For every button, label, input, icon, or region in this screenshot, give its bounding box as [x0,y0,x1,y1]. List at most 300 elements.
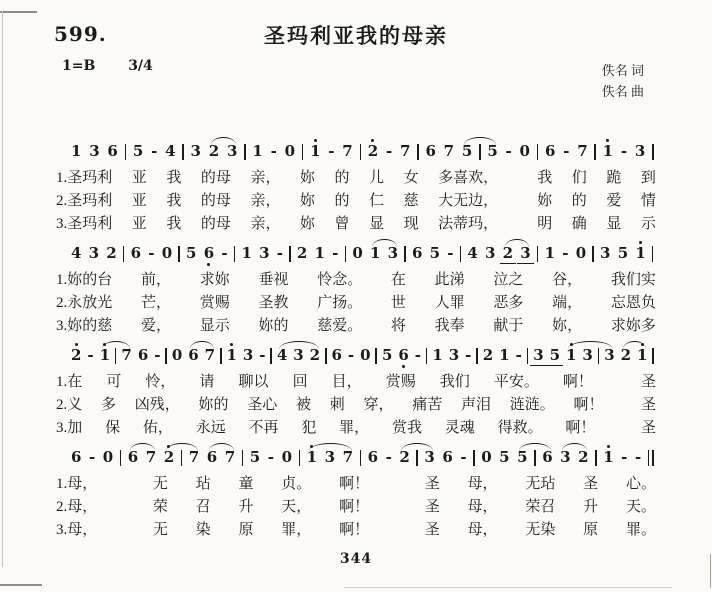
eighth-note-underline [547,365,563,366]
note-token: 7 [224,448,236,466]
duration-dash: - [221,244,228,262]
lyric-word: 慈 [403,193,419,209]
duration-dash: - [634,448,642,466]
note-token: 5 [487,142,498,160]
lyric-word: 慈爱。 [317,318,363,334]
lyric-word: 示 [640,216,656,232]
lyric-word: 母， [467,522,498,538]
note-token: 1 [432,346,443,364]
note-token: 5 [186,244,197,262]
lyric-word: 儿 [369,170,385,186]
scan-mark-top-left [0,11,37,13]
lyric-word: 无 [152,522,168,538]
lyric-word: 恶多 [493,295,524,311]
lyric-word: 母， [467,476,498,492]
duration-dash: - [270,142,277,160]
lyric-word: 升 [238,499,254,515]
scan-edge-bottom-right [710,554,711,588]
note-token: 1 [565,340,577,369]
barline [476,348,478,364]
note-token: 3 [387,244,399,262]
song-title: 圣玛利亚我的母亲 [264,25,448,48]
header-meta [54,58,658,118]
barline [125,144,127,160]
rest-token: 0 [481,448,492,466]
lyric-word: 献于 [493,318,524,334]
lyric-word: 世 [390,295,406,311]
lyric-word: 妳 [537,193,553,209]
eighth-note-underline [517,263,533,264]
note-token: 3 [634,142,646,160]
note-token: 1 [602,442,614,471]
lyric-word: 罪， [339,420,370,436]
note-token: 3 [604,346,615,364]
note-token: 3 [226,142,238,160]
barline [270,348,272,364]
lyric-word: 3.母， [56,522,98,538]
note-token: 6 [397,340,409,369]
lyrics-line-v3 [56,315,656,338]
lyric-word: 痛苦 [412,397,443,413]
duration-dash: - [148,244,155,262]
barline [289,246,291,262]
lyric-word: 玷 [195,476,211,492]
note-token: 7 [342,448,353,466]
rest-token: 0 [161,244,173,262]
barline [652,246,654,262]
lyric-word: 1.妳的台 [56,272,113,288]
lyric-word: 啊！ [339,476,370,492]
note-token: 5 [617,244,629,262]
lyric-word: 跪 [606,170,622,186]
music-systems [54,136,658,542]
lyric-word: 赏赐 [199,295,230,311]
lyric-word: 到 [640,170,656,186]
lyric-word: 芒， [140,295,171,311]
lyric-word: 荣召 [525,499,556,515]
duration-dash: - [328,142,335,160]
barline [299,450,301,466]
lyric-word: 的母 [200,170,231,186]
note-token: 3 [89,142,100,160]
note-token: 6 [127,448,139,466]
duration-dash: - [347,346,355,364]
lyric-word: 我 [166,216,182,232]
barline [123,246,125,262]
lyric-word: 妳的 [198,397,229,413]
lyric-word: 妳 [299,170,315,186]
barline [652,348,654,364]
duration-dash: - [385,142,393,160]
lyric-word: 贞。 [281,476,312,492]
lyric-word: 显示 [199,318,230,334]
lyric-word: 女 [403,170,419,186]
lyric-word: 的母 [200,193,231,209]
barline [537,144,539,160]
note-token: 7 [577,142,588,160]
lyric-word: 母， [467,499,498,515]
note-token: 3 [600,244,611,262]
tie-arc [519,443,551,451]
lyric-word: 无染 [525,522,556,538]
note-token: 2 [208,142,220,160]
note-token: 3 [259,244,270,262]
lyric-word: 1.母， [56,476,98,492]
lyric-word: 童 [238,476,254,492]
barline [595,450,597,466]
note-token: 2 [482,346,494,364]
note-token: 6 [331,346,342,364]
tie-arc [505,239,529,247]
lyric-word: 天。 [625,499,656,515]
note-token: 3 [242,346,254,364]
note-token: 2 [106,244,117,262]
lyric-word: 的 [334,193,350,209]
note-token: 4 [467,244,478,262]
lyricist-credit: 佚名 词 [601,63,644,78]
note-token: 7 [121,346,132,364]
duration-dash: - [414,346,421,364]
octave-dot-above [607,445,610,448]
lyrics-line-v2 [56,496,656,519]
barline [242,450,244,466]
note-token: 6 [544,142,556,160]
lyric-word: 妳的 [258,318,289,334]
lyric-word: 涟涟。 [509,397,555,413]
note-token: 6 [137,346,149,364]
lyric-word: 亚 [131,170,147,186]
tie-arc [130,443,155,451]
lyric-word: 妳 [299,193,315,209]
lyric-word: 亚 [131,216,147,232]
lyric-word: 怜， [145,374,176,390]
barline [115,348,117,364]
note-token: 6 [542,448,553,466]
lyric-word: 荣 [152,499,168,515]
rest-token: 0 [102,448,114,466]
lyric-word: 圣 [640,397,656,413]
note-token: 5 [517,448,528,466]
tie-arc [190,341,214,349]
lyric-word: 圣教 [258,295,289,311]
note-token: 3 [519,238,531,267]
note-token: 4 [71,244,82,262]
note-token: 1 [99,340,111,369]
lyric-word: 赏赐 [385,374,416,390]
lyric-word: 3.加 [56,420,83,436]
note-token: 6 [206,448,218,466]
lyric-word: 忘恩负 [610,295,656,311]
music-system [54,340,658,440]
scan-edge-left [2,11,3,567]
lyric-word: 将 [390,318,406,334]
lyric-word: 曾 [334,216,350,232]
note-token: 2 [502,238,514,267]
rest-token: 0 [281,448,292,466]
tie-arc [401,443,433,451]
notation-line [70,238,654,267]
duration-dash: - [276,244,283,262]
lyric-word: 无玷 [525,476,556,492]
rest-token: 0 [284,142,296,160]
lyric-word: 穿， [363,397,394,413]
lyric-word: 啊！ [565,420,596,436]
barline [527,348,529,364]
lyric-word: 回 [292,374,308,390]
lyric-word: 爱 [606,193,622,209]
note-token: 1 [306,442,318,471]
notation-line [70,340,654,369]
lyric-word: 心。 [625,476,656,492]
barline [360,144,362,160]
lyric-word: 圣心 [247,397,278,413]
note-token: 7 [145,448,157,466]
note-token: 4 [276,346,288,364]
lyric-word: 爱， [140,318,171,334]
duration-dash: - [154,346,161,364]
note-token: 2 [70,340,82,369]
music-system [54,442,658,542]
note-token: 1 [309,136,321,165]
barline [181,450,183,466]
barline [325,348,327,364]
composer-credit: 佚名 曲 [601,84,644,99]
key-time-signature [54,58,658,74]
tie-arc [562,443,587,451]
rest-token: 0 [575,244,587,262]
barline [234,246,236,262]
lyric-word: 现 [403,216,419,232]
barline [534,450,536,466]
tie-arc [209,443,234,451]
duration-dash: - [332,244,339,262]
lyrics-line-v3 [56,213,656,236]
note-token: 5 [132,142,144,160]
key-signature: 1=B [62,58,96,74]
barline [302,144,304,160]
lyric-word: 我 [166,193,182,209]
lyric-word: 多 [101,397,117,413]
lyric-word: 妳 [299,216,315,232]
lyric-word: 亲， [250,193,281,209]
duration-dash: - [562,244,569,262]
barline [120,450,122,466]
note-token: 7 [399,142,411,160]
lyric-word: 平安。 [493,374,539,390]
eighth-note-underline [500,263,516,264]
time-signature: 3/4 [128,58,153,74]
note-token: 6 [203,238,215,267]
lyric-word: 声泪 [461,397,492,413]
lyrics-line-v1 [56,167,656,190]
note-token: 1 [71,142,82,160]
barline [345,246,347,262]
note-token: 3 [582,346,593,364]
barline [220,348,222,364]
note-token: 7 [342,142,353,160]
page-number: 344 [339,551,373,567]
barline [375,348,377,364]
barline [473,450,475,466]
note-token: 2 [296,244,308,262]
lyric-word: 1.在 [56,374,83,390]
lyric-word: 圣 [640,374,656,390]
duration-dash: - [515,346,522,364]
lyric-word: 泣之 [493,272,524,288]
barline [592,246,594,262]
tie-arc [623,341,646,349]
octave-dot-below [207,263,210,266]
note-token: 3 [190,142,201,160]
lyric-word: 犯 [301,420,317,436]
lyric-word: 圣 [583,476,599,492]
note-token: 1 [499,346,510,364]
lyric-word: 请 [199,374,215,390]
lyric-word: 聊以 [238,374,269,390]
note-token: 1 [241,244,252,262]
note-token: 6 [425,142,436,160]
barline [426,348,428,364]
rest-token: 0 [171,346,183,364]
lyric-word: 我 [537,170,553,186]
tie-arc [279,341,319,349]
duration-dash: - [447,244,454,262]
lyric-word: 保 [105,420,121,436]
note-token: 5 [249,448,261,466]
note-token: 6 [188,346,199,364]
lyrics-line-v2 [56,292,656,315]
lyrics-line-v3 [56,417,656,440]
barline [416,450,418,466]
duration-dash: - [563,142,570,160]
octave-dot-above [314,139,317,142]
note-token: 1 [634,238,646,267]
lyric-word: 2.母， [56,499,98,515]
note-token: 5 [429,244,441,262]
lyric-word: 赏我 [391,420,422,436]
note-token: 1 [636,340,648,369]
lyric-word: 目， [331,374,362,390]
rest-token: 0 [519,142,530,160]
lyric-word: 原 [238,522,254,538]
lyric-word: 在 [390,272,406,288]
rest-token: 0 [352,244,363,262]
scan-edge-bottom [344,587,672,588]
tie-arc [464,137,496,145]
lyric-word: 多喜欢， [438,170,499,186]
note-token: 6 [71,448,82,466]
lyric-word: 刺 [329,397,345,413]
lyric-word: 亚 [131,193,147,209]
lyric-word: 天， [281,499,312,515]
tie-arc [372,239,397,247]
lyric-word: 求妳 [199,272,230,288]
duration-dash: - [621,448,628,466]
final-barline [648,450,654,466]
barline [460,246,462,262]
lyric-word: 法蒂玛， [438,216,499,232]
lyric-word: 罪。 [625,522,656,538]
lyric-word: 大无边， [438,193,499,209]
lyric-word: 我奉 [434,318,465,334]
duration-dash: - [151,142,158,160]
note-token: 3 [88,244,100,262]
note-token: 6 [107,142,118,160]
lyric-word: 啊！ [339,499,370,515]
note-token: 3 [448,346,460,364]
lyrics-line-v2 [56,394,656,417]
lyric-word: 亲， [250,216,281,232]
tie-arc [211,137,236,145]
lyric-word: 我 [166,170,182,186]
duration-dash: - [88,448,96,466]
lyric-word: 染 [195,522,211,538]
barline [244,144,246,160]
barline [479,144,481,160]
lyric-word: 佑， [142,420,173,436]
lyric-word: 2.义 [56,397,83,413]
barline [417,144,419,160]
lyric-word: 前， [140,272,171,288]
tie-arc [166,443,198,451]
octave-dot-above [230,343,233,346]
note-token: 1 [544,244,556,262]
lyric-word: 无 [152,476,168,492]
note-token: 2 [367,136,379,165]
barline [537,246,539,262]
duration-dash: - [465,346,472,364]
notation-line [70,442,654,471]
lyric-word: 2.永放光 [56,295,113,311]
lyric-word: 啊！ [562,374,593,390]
song-number: 599. [54,22,107,46]
header [54,22,658,58]
lyric-word: 显 [369,216,385,232]
lyric-word: 3.圣玛利 [56,216,113,232]
note-token: 4 [165,142,176,160]
note-token: 3 [293,346,304,364]
note-token: 2 [578,448,589,466]
lyric-word: 不再 [248,420,279,436]
note-token: 2 [309,346,321,364]
music-system [54,238,658,338]
note-token: 3 [532,340,544,369]
tie-arc [102,341,130,349]
lyric-word: 被 [296,397,312,413]
lyric-word: 明 [537,216,553,232]
lyrics-line-v3 [56,519,656,542]
lyric-word: 1.圣玛利 [56,170,113,186]
lyric-word: 的 [571,193,587,209]
lyrics-line-v1 [56,473,656,496]
duration-dash: - [87,346,94,364]
octave-dot-above [75,343,78,346]
note-token: 1 [314,244,325,262]
duration-dash: - [267,448,275,466]
duration-dash: - [620,142,628,160]
note-token: 6 [130,244,142,262]
lyric-word: 我们 [439,374,470,390]
lyric-word: 凶残， [134,397,180,413]
lyric-word: 确 [571,216,587,232]
note-token: 3 [485,244,496,262]
lyrics-line-v1 [56,371,656,394]
note-token: 5 [381,346,393,364]
lyric-word: 人罪 [434,295,465,311]
music-system [54,136,658,236]
lyric-word: 可 [106,374,122,390]
lyric-word: 永远 [195,420,226,436]
